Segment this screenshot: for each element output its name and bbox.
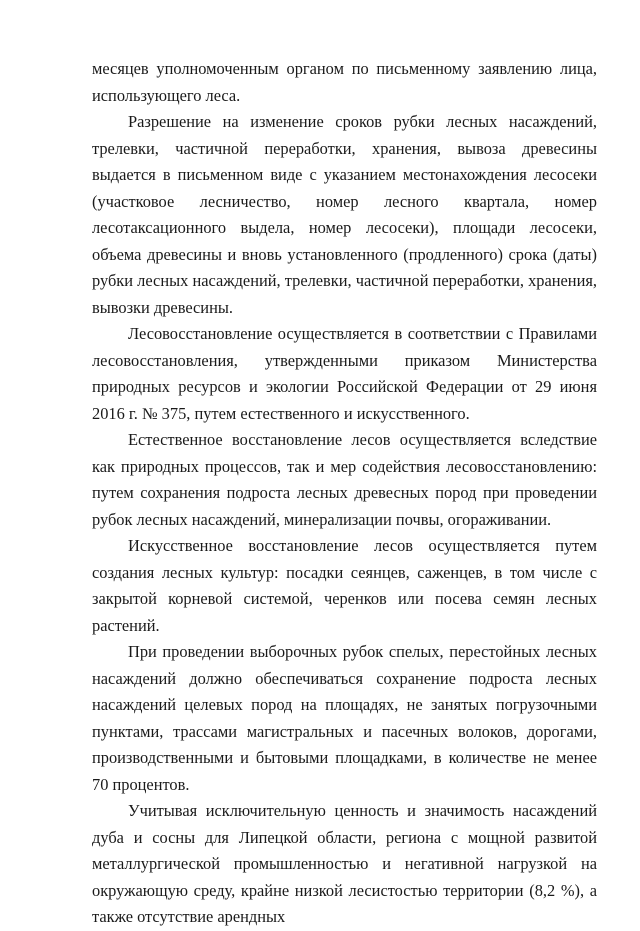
paragraph: Разрешение на изменение сроков рубки лесных насаждений, трелевки, частичной переработки, хранения, вывоза древесины выдается в письменном виде с указанием местонахождения лесосеки (участковое лесничество, номер лесного квартала, номер лесотаксационного выдела, номер лесосеки), площади лесосеки, объема древесины и вновь установленного (продленного) срока (даты) рубки лесных насаждений, трелевки, частичной переработки, хранения, вывозки древесины. bbox=[92, 112, 597, 317]
paragraph: Искусственное восстановление лесов осуществляется путем создания лесных культур: посадки сеянцев, саженцев, в том числе с закрытой корневой системой, черенков или посева семян лесных растений. bbox=[92, 536, 597, 635]
paragraph: Естественное восстановление лесов осуществляется вследствие как природных процессов, так и мер содействия лесовосстановлению: путем сохранения подроста лесных древесных пород при проведении рубок лесных насаждений, минерализации почвы, огораживании. bbox=[92, 430, 597, 529]
paragraph: Учитывая исключительную ценность и значимость насаждений дуба и сосны для Липецкой области, региона с мощной развитой металлургической промышленностью и негативной нагрузкой на окружающую среду, крайне низкой лесистостью территории (8,2 %), а также отсутствие арендных bbox=[92, 801, 597, 926]
document-body bbox=[92, 56, 597, 931]
paragraph-continued: месяцев уполномоченным органом по письменному заявлению лица, использующего леса. bbox=[92, 59, 597, 105]
paragraph: При проведении выборочных рубок спелых, перестойных лесных насаждений должно обеспечиваться сохранение подроста лесных насаждений целевых пород на площадях, не занятых погрузочными пунктами, трассами магистральных и пасечных волоков, дорогами, производственными и бытовыми площадками, в количестве не менее 70 процентов. bbox=[92, 642, 597, 794]
paragraph: Лесовосстановление осуществляется в соответствии с Правилами лесовосстановления, утвержденными приказом Министерства природных ресурсов и экологии Российской Федерации от 29 июня 2016 г. № 375, путем естественного и искусственного. bbox=[92, 324, 597, 423]
